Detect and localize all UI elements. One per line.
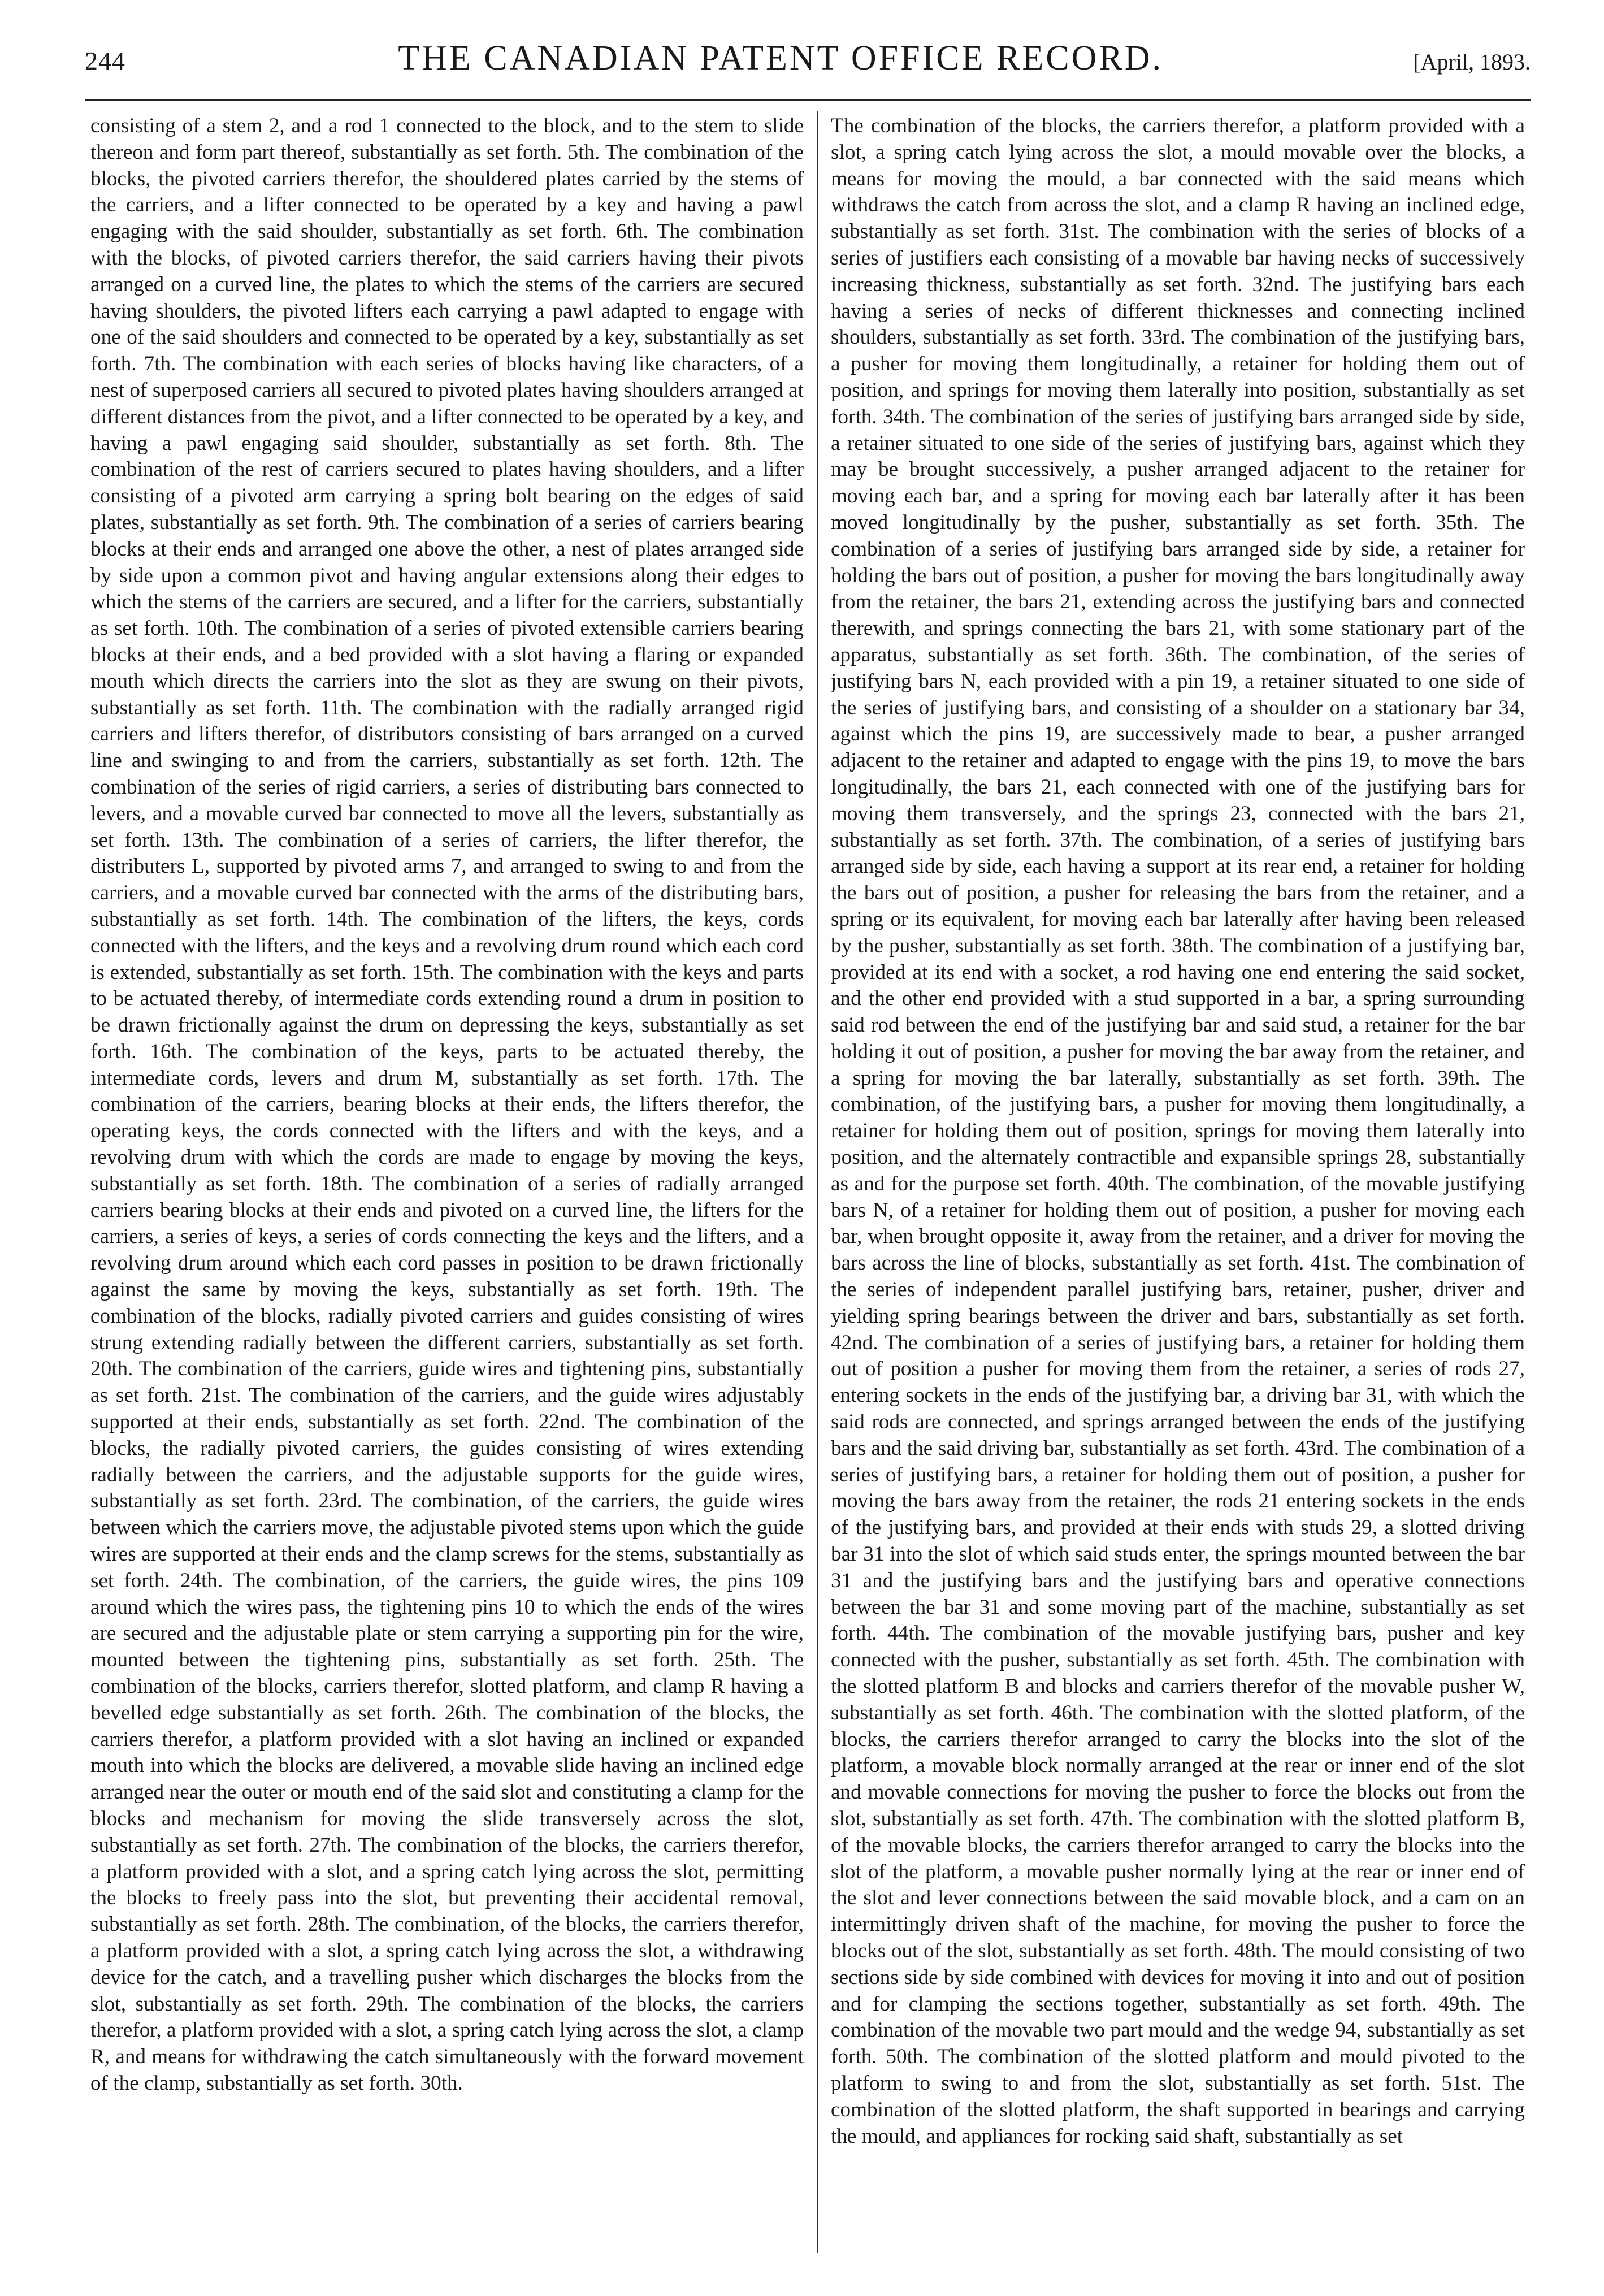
issue-date: [April, 1893. (1413, 49, 1531, 75)
right-column (831, 113, 1525, 2250)
left-column (90, 113, 804, 2250)
column-divider (817, 111, 818, 2253)
page-number: 244 (85, 46, 125, 75)
left-column-text: consisting of a stem 2, and a rod 1 connected to the block, and to the stem to slide thereon and form part thereof, substantially as set forth. 5th. The combination of the blocks, the pivoted carriers therefor, the shouldered plates carried by the stems of the carriers, and a lifter connected to be operated by a key and having a pawl engaging with the said shoulder, substantially as set forth. 6th. The combination with the blocks, of pivoted carriers therefor, the said carriers having their pivots arranged on a curved line, the plates to which the stems of the carriers are secured having shoulders, the pivoted lifters each carrying a pawl adapted to engage with one of the said shoulders and connected to be operated by a key, substantially as set forth. 7th. The combination with each series of blocks having like characters, of a nest of superposed carriers all secured to pivoted plates having shoulders arranged at different distances from the pivot, and a lifter connected to be operated by a key, and having a pawl engaging said shoulder, substantially as set forth. 8th. The combination of the rest of carriers secured to plates having shoulders, and a lifter consisting of a pivoted arm carrying a spring bolt bearing on the edges of said plates, substantially as set forth. 9th. The combination of a series of carriers bearing blocks at their ends and arranged one above the other, a nest of plates arranged side by side upon a common pivot and having angular extensions along their edges to which the stems of the carriers are secured, and a lifter for the carriers, substantially as set forth. 10th. The combination of a series of pivoted extensible carriers bearing blocks at their ends, and a bed provided with a slot having a flaring or expanded mouth which directs the carriers into the slot as they are swung on their pivots, substantially as set forth. 11th. The combination with the radially arranged rigid carriers and lifters therefor, of distributors consisting of bars arranged on a curved line and swinging to and from the carriers, substantially as set forth. 12th. The combination of the series of rigid carriers, a series of distributing bars connected to levers, and a movable curved bar connected to move all the levers, substantially as set forth. 13th. The combination of a series of carriers, the lifter therefor, the distributers L, supported by pivoted arms 7, and arranged to swing to and from the carriers, and a movable curved bar connected with the arms of the distributing bars, substantially as set forth. 14th. The combination of the lifters, the keys, cords connected with the lifters, and the keys and a revolving drum round which each cord is extended, substantially as set forth. 15th. The combination with the keys and parts to be actuated thereby, of intermediate cords extending round a drum in position to be drawn frictionally against the drum on depressing the keys, substantially as set forth. 16th. The combination of the keys, parts to be actuated thereby, the intermediate cords, levers and drum M, substantially as set forth. 17th. The combination of the carriers, bearing blocks at their ends, the lifters therefor, the operating keys, the cords connected with the lifters and with the keys, and a revolving drum with which the cords are made to engage by moving the keys, substantially as set forth. 18th. The combination of a series of radially arranged carriers bearing blocks at their ends and pivoted on a curved line, the lifters for the carriers, a series of keys, a series of cords connecting the keys and the lifters, and a revolving drum around which each cord passes in position to be drawn frictionally against the same by moving the keys, substantially as set forth. 19th. The combination of the blocks, radially pivoted carriers and guides consisting of wires strung extending radially between the different carriers, substantially as set forth. 20th. The combination of the carriers, guide wires and tightening pins, substantially as set forth. 21st. The combination of the carriers, and the guide wires adjustably supported at their ends, substantially as set forth. 22nd. The combination of the blocks, the radially pivoted carriers, the guides consisting of wires extending radially between the carriers, and the adjustable supports for the guide wires, substantially as set forth. 23rd. The combination, of the carriers, the guide wires between which the carriers move, the adjustable pivoted stems upon which the guide wires are supported at their ends and the clamp screws for the stems, substantially as set forth. 24th. The combination, of the carriers, the guide wires, the pins 109 around which the wires pass, the tightening pins 10 to which the ends of the wires are secured and the adjustable plate or stem carrying a supporting pin for the wire, mounted between the tightening pins, substantially as set forth. 25th. The combination of the blocks, carriers therefor, slotted platform, and clamp R having a bevelled edge substantially as set forth. 26th. The combination of the blocks, the carriers therefor, a platform provided with a slot having an inclined or expanded mouth into which the blocks are delivered, a movable slide having an inclined edge arranged near the outer or mouth end of the said slot and constituting a clamp for the blocks and mechanism for moving the slide transversely across the slot, substantially as set forth. 27th. The combination of the blocks, the carriers therefor, a platform provided with a slot, and a spring catch lying across the slot, permitting the blocks to freely pass into the slot, but preventing their accidental removal, substantially as set forth. 28th. The combination, of the blocks, the carriers therefor, a platform provided with a slot, a spring catch lying across the slot, a withdrawing device for the catch, and a travelling pusher which discharges the blocks from the slot, substantially as set forth. 29th. The combination of the blocks, the carriers therefor, a platform provided with a slot, a spring catch lying across the slot, a clamp R, and means for withdrawing the catch simultaneously with the forward movement of the clamp, substantially as set forth. 30th. (90, 114, 804, 2095)
right-column-text: The combination of the blocks, the carriers therefor, a platform provided with a slot, a spring catch lying across the slot, a mould movable over the blocks, a means for moving the mould, a bar connected with the said means which withdraws the catch from across the slot, and a clamp R having an inclined edge, substantially as set forth. 31st. The combination with the series of blocks of a series of justifiers each consisting of a movable bar having necks of successively increasing thickness, substantially as set forth. 32nd. The justifying bars each having a series of necks of different thicknesses and connecting inclined shoulders, substantially as set forth. 33rd. The combination of the justifying bars, a pusher for moving them longitudinally, a retainer for holding them out of position, and springs for moving them laterally into position, substantially as set forth. 34th. The combination of the series of justifying bars arranged side by side, a retainer situated to one side of the series of justifying bars, against which they may be brought successively, a pusher arranged adjacent to the retainer for moving each bar, and a spring for moving each bar laterally after it has been moved longitudinally by the pusher, substantially as set forth. 35th. The combination of a series of justifying bars arranged side by side, a retainer for holding the bars out of position, a pusher for moving the bars longitudinally away from the retainer, the bars 21, extending across the justifying bars and connected therewith, and springs connecting the bars 21, with some stationary part of the apparatus, substantially as set forth. 36th. The combination, of the series of justifying bars N, each provided with a pin 19, a retainer situated to one side of the series of justifying bars, and consisting of a shoulder on a stationary bar 34, against which the pins 19, are successively made to bear, a pusher arranged adjacent to the retainer and adapted to engage with the pins 19, to move the bars longitudinally, the bars 21, each connected with one of the justifying bars for moving them transversely, and the springs 23, connected with the bars 21, substantially as set forth. 37th. The combination, of a series of justifying bars arranged side by side, each having a support at its rear end, a retainer for holding the bars out of position, a pusher for releasing the bars from the retainer, and a spring or its equivalent, for moving each bar laterally after having been released by the pusher, substantially as set forth. 38th. The combination of a justifying bar, provided at its end with a socket, a rod having one end entering the said socket, and the other end provided with a stud supported in a bar, a spring surrounding said rod between the end of the justifying bar and said stud, a retainer for the bar holding it out of position, a pusher for moving the bar away from the retainer, and a spring for moving the bar laterally, substantially as set forth. 39th. The combination, of the justifying bars, a pusher for moving them longitudinally, a retainer for holding them out of position, springs for moving them laterally into position, and the alternately contractible and expansible springs 28, substantially as and for the purpose set forth. 40th. The combination, of the movable justifying bars N, of a retainer for holding them out of position, a pusher for moving each bar, when brought opposite it, away from the retainer, and a driver for moving the bars across the line of blocks, substantially as set forth. 41st. The combination of the series of independent parallel justifying bars, retainer, pusher, driver and yielding spring bearings between the driver and bars, substantially as set forth. 42nd. The combination of a series of justifying bars, a retainer for holding them out of position a pusher for moving them from the retainer, a series of rods 27, entering sockets in the ends of the justifying bar, a driving bar 31, with which the said rods are connected, and springs arranged between the ends of the justifying bars and the said driving bar, substantially as set forth. 43rd. The combination of a series of justifying bars, a retainer for holding them out of position, a pusher for moving the bars away from the retainer, the rods 21 entering sockets in the ends of the justifying bars, and provided at their ends with studs 29, a slotted driving bar 31 into the slot of which said studs enter, the springs mounted between the bar 31 and the justifying bars and the justifying bars and operative connections between the bar 31 and some moving part of the machine, substantially as set forth. 44th. The combination of the movable justifying bars, pusher and key connected with the pusher, substantially as set forth. 45th. The combination with the slotted platform B and blocks and carriers therefor of the movable pusher W, substantially as set forth. 46th. The combination with the slotted platform, of the blocks, the carriers therefor arranged to carry the blocks into the slot of the platform, a movable block normally arranged at the rear or inner end of the slot and movable connections for moving the pusher to force the blocks out from the slot, substantially as set forth. 47th. The combination with the slotted platform B, of the movable blocks, the carriers therefor arranged to carry the blocks into the slot of the platform, a movable pusher normally lying at the rear or inner end of the slot and lever connections between the said movable block, and a cam on an intermittingly driven shaft of the machine, for moving the pusher to force the blocks out of the slot, substantially as set forth. 48th. The mould consisting of two sections side by side combined with devices for moving it into and out of position and for clamping the sections together, substantially as set forth. 49th. The combination of the movable two part mould and the wedge 94, substantially as set forth. 50th. The combination of the slotted platform and mould pivoted to the platform to swing to and from the slot, substantially as set forth. 51st. The combination of the slotted platform, the shaft supported in bearings and carrying the mould, and appliances for rocking said shaft, substantially as set (831, 114, 1525, 2148)
header-rule (85, 99, 1531, 101)
journal-title: THE CANADIAN PATENT OFFICE RECORD. (398, 39, 1163, 77)
page-header (85, 38, 1531, 86)
